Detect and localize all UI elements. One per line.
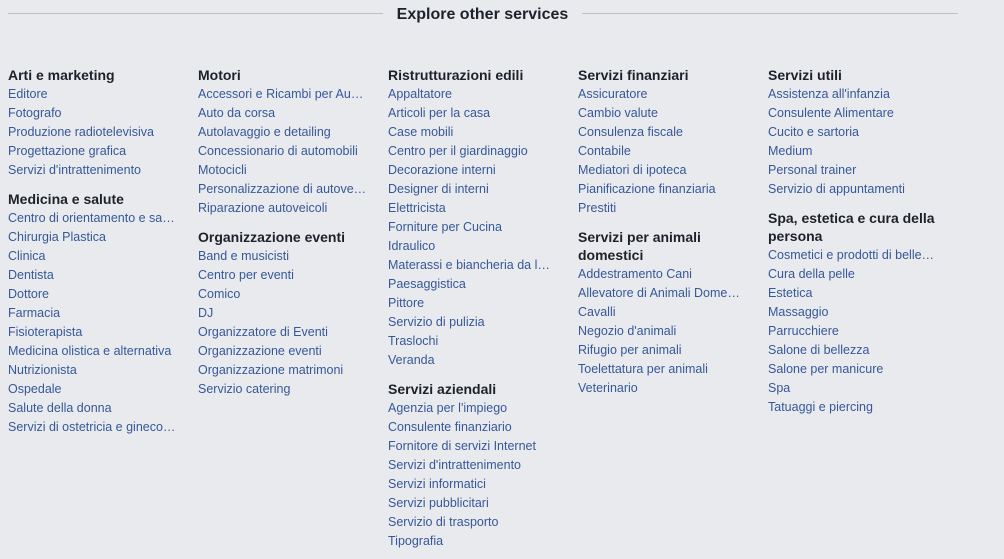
service-link[interactable]: Consulenza fiscale: [578, 125, 683, 139]
service-link[interactable]: Paesaggistica: [388, 277, 466, 291]
service-link[interactable]: Tatuaggi e piercing: [768, 400, 873, 414]
service-link[interactable]: Cambio valute: [578, 106, 658, 120]
service-link[interactable]: Centro per il giardinaggio: [388, 144, 528, 158]
service-link[interactable]: Riparazione autoveicoli: [198, 201, 328, 215]
service-link[interactable]: Idraulico: [388, 239, 436, 253]
category-item-list: [768, 246, 950, 417]
service-link[interactable]: Salute della donna: [8, 401, 112, 415]
category-title: Servizi per animali domestici: [578, 229, 701, 263]
category-column-4: [578, 64, 760, 406]
category-column-2: [198, 64, 380, 407]
service-link[interactable]: Personalizzazione di autove…: [198, 182, 367, 196]
service-link[interactable]: Servizio di pulizia: [388, 315, 485, 329]
service-link[interactable]: Farmacia: [8, 306, 61, 320]
category-group: [768, 207, 950, 417]
category-group: [388, 64, 570, 370]
service-link[interactable]: Veterinario: [578, 381, 638, 395]
service-link[interactable]: Cura della pelle: [768, 267, 855, 281]
service-link[interactable]: Chirurgia Plastica: [8, 230, 106, 244]
service-link[interactable]: Salone per manicure: [768, 362, 884, 376]
service-link[interactable]: Fisioterapista: [8, 325, 83, 339]
service-link[interactable]: Veranda: [388, 353, 435, 367]
service-link[interactable]: Servizio di appuntamenti: [768, 182, 905, 196]
category-item-list: [578, 85, 760, 218]
service-link[interactable]: Medium: [768, 144, 813, 158]
service-link[interactable]: Dentista: [8, 268, 54, 282]
category-title: Servizi finanziari: [578, 67, 689, 83]
category-group: [198, 226, 380, 399]
category-title: Spa, estetica e cura della persona: [768, 210, 935, 244]
category-group: [388, 378, 570, 551]
service-link[interactable]: Prestiti: [578, 201, 617, 215]
category-title: Medicina e salute: [8, 191, 124, 207]
service-link[interactable]: Assistenza all'infanzia: [768, 87, 890, 101]
service-link[interactable]: Agenzia per l'impiego: [388, 401, 508, 415]
category-column-3: [388, 64, 570, 559]
service-link[interactable]: Editore: [8, 87, 48, 101]
service-link[interactable]: Accessori e Ricambi per Au…: [198, 87, 364, 101]
service-link[interactable]: Pianificazione finanziaria: [578, 182, 716, 196]
header-divider-left: [8, 13, 383, 14]
service-link[interactable]: Centro per eventi: [198, 268, 294, 282]
service-link[interactable]: Toelettatura per animali: [578, 362, 708, 376]
category-group: [768, 64, 950, 199]
service-link[interactable]: Rifugio per animali: [578, 343, 682, 357]
service-link[interactable]: Cavalli: [578, 305, 616, 319]
category-title: Organizzazione eventi: [198, 229, 346, 245]
service-link[interactable]: Addestramento Cani: [578, 267, 692, 281]
category-item-list: [578, 265, 760, 398]
service-link[interactable]: Organizzazione matrimoni: [198, 363, 344, 377]
category-title: Ristrutturazioni edili: [388, 67, 524, 83]
category-item-list: [768, 85, 950, 199]
service-link[interactable]: Elettricista: [388, 201, 446, 215]
service-link[interactable]: Massaggio: [768, 305, 829, 319]
service-link[interactable]: Appaltatore: [388, 87, 452, 101]
service-link[interactable]: Band e musicisti: [198, 249, 290, 263]
category-group: [198, 64, 380, 218]
category-item-list: [8, 85, 190, 180]
category-group: [8, 188, 190, 437]
service-link[interactable]: Case mobili: [388, 125, 454, 139]
service-link[interactable]: DJ: [198, 306, 214, 320]
service-link[interactable]: Produzione radiotelevisiva: [8, 125, 154, 139]
section-title: Explore other services: [396, 6, 569, 23]
service-link[interactable]: Salone di bellezza: [768, 343, 870, 357]
service-link[interactable]: Pittore: [388, 296, 425, 310]
service-link[interactable]: Cosmetici e prodotti di belle…: [768, 248, 935, 262]
service-link[interactable]: Fotografo: [8, 106, 62, 120]
category-item-list: [198, 85, 380, 218]
service-link[interactable]: Fornitore di servizi Internet: [388, 439, 536, 453]
service-link[interactable]: Parrucchiere: [768, 324, 839, 338]
category-item-list: [388, 85, 570, 370]
service-link[interactable]: Servizi di ostetricia e gineco…: [8, 420, 176, 434]
category-item-list: [8, 209, 190, 437]
service-link[interactable]: Decorazione interni: [388, 163, 496, 177]
service-link[interactable]: Dottore: [8, 287, 49, 301]
service-link[interactable]: Ospedale: [8, 382, 62, 396]
service-link[interactable]: Contabile: [578, 144, 631, 158]
service-link[interactable]: Centro di orientamento e sa…: [8, 211, 175, 225]
category-item-list: [198, 247, 380, 399]
service-link[interactable]: Motocicli: [198, 163, 247, 177]
service-link[interactable]: Organizzazione eventi: [198, 344, 322, 358]
service-link[interactable]: Designer di interni: [388, 182, 489, 196]
explore-services-header: [0, 0, 1004, 32]
service-link[interactable]: Autolavaggio e detailing: [198, 125, 331, 139]
service-link[interactable]: Traslochi: [388, 334, 439, 348]
service-link[interactable]: Servizio catering: [198, 382, 291, 396]
category-title: Motori: [198, 67, 241, 83]
service-link[interactable]: Forniture per Cucina: [388, 220, 502, 234]
service-link[interactable]: Mediatori di ipoteca: [578, 163, 687, 177]
category-item-list: [388, 399, 570, 551]
service-link[interactable]: Servizi pubblicitari: [388, 496, 489, 510]
service-link[interactable]: Organizzatore di Eventi: [198, 325, 328, 339]
service-link[interactable]: Cucito e sartoria: [768, 125, 860, 139]
service-link[interactable]: Allevatore di Animali Dome…: [578, 286, 740, 300]
category-group: [8, 64, 190, 180]
service-link[interactable]: Clinica: [8, 249, 46, 263]
service-link[interactable]: Comico: [198, 287, 241, 301]
service-link[interactable]: Tipografia: [388, 534, 444, 548]
service-link[interactable]: Servizi informatici: [388, 477, 486, 491]
service-link[interactable]: Negozio d'animali: [578, 324, 677, 338]
category-title: Arti e marketing: [8, 67, 115, 83]
category-title: Servizi utili: [768, 67, 842, 83]
category-column-1: [8, 64, 190, 445]
service-link[interactable]: Consulente Alimentare: [768, 106, 894, 120]
category-group: [578, 226, 760, 398]
service-link[interactable]: Personal trainer: [768, 163, 857, 177]
category-title: Servizi aziendali: [388, 381, 497, 397]
service-link[interactable]: Articoli per la casa: [388, 106, 491, 120]
service-link[interactable]: Servizi d'intrattenimento: [8, 163, 142, 177]
service-link[interactable]: Medicina olistica e alternativa: [8, 344, 172, 358]
service-link[interactable]: Spa: [768, 381, 791, 395]
service-link[interactable]: Consulente finanziario: [388, 420, 512, 434]
service-link[interactable]: Estetica: [768, 286, 813, 300]
service-link[interactable]: Materassi e biancheria da l…: [388, 258, 550, 272]
service-link[interactable]: Servizi d'intrattenimento: [388, 458, 522, 472]
service-link[interactable]: Concessionario di automobili: [198, 144, 358, 158]
service-link[interactable]: Nutrizionista: [8, 363, 77, 377]
service-link[interactable]: Auto da corsa: [198, 106, 276, 120]
header-divider-right: [582, 13, 958, 14]
category-column-5: [768, 64, 950, 425]
service-link[interactable]: Progettazione grafica: [8, 144, 127, 158]
service-link[interactable]: Assicuratore: [578, 87, 648, 101]
category-group: [578, 64, 760, 218]
service-link[interactable]: Servizio di trasporto: [388, 515, 499, 529]
